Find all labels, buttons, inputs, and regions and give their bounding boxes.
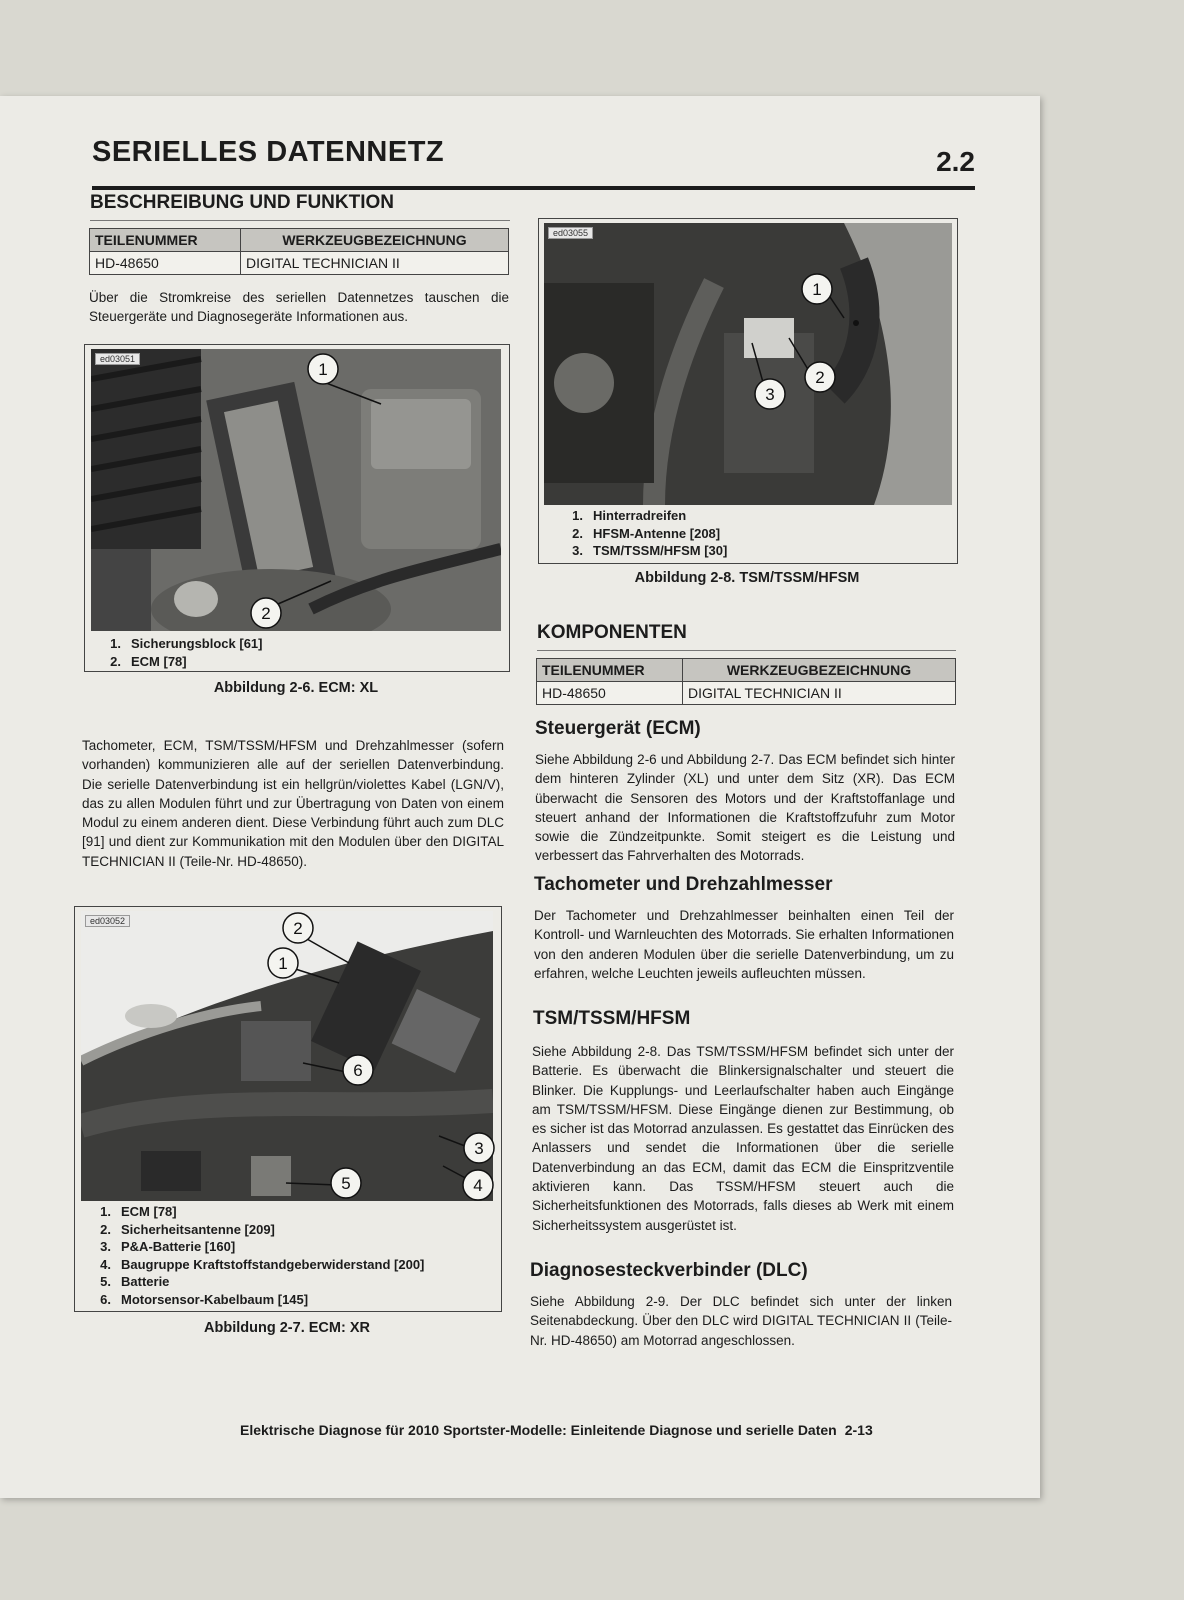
legend-item: 4. Baugruppe Kraftstoffstandgeberwiderstand [200] xyxy=(100,1256,425,1272)
callout-1 xyxy=(268,948,298,978)
legend-item: 2. ECM [78] xyxy=(110,653,187,669)
page-number: 2-13 xyxy=(844,1422,873,1438)
heading-ecm: Steuergerät (ECM) xyxy=(535,718,701,739)
page-title: SERIELLES DATENNETZ xyxy=(92,136,445,168)
callout-1 xyxy=(802,274,832,304)
tsm-paragraph: Siehe Abbildung 2-8. Das TSM/TSSM/HFSM befindet sich unter der Batterie. Es überwacht die Blinkersignalschalter und steuert die Blinker. Die Kupplungs- und Leerlaufschalter haben auch Eingänge am TSM/TSSM/HFSM. Diese Eingänge dienen zur Bestimmung, ob es sicher ist das Motorrad anzulassen. Es gestattet das Einrücken des Anlassers und sendet die Informationen über die serielle Datenverbindung an das ECM, damit das ECM die Einspritzventile aktivieren kann. Das TSSM/HFSM steuert auch die Sicherheitsfunktionen des Motorrads, falls dieses ab Werk mit einem Sicherheitssystem ausgerüstet ist. xyxy=(532,1044,954,1233)
serial-data-paragraph: Tachometer, ECM, TSM/TSSM/HFSM und Drehzahlmesser (sofern vorhanden) kommunizieren alle auf der seriellen Datenverbindung. Die serielle Datenverbindung ist ein hellgrün/violettes Kabel (LGN/V), das zu allen Modulen führt und zur Übertragung von Daten von einem Modul zu einem anderen dient. Diese Verbindung führt auch zum DLC [91] und dient zur Kommunikation mit den Modulen über den DIGITAL TECHNICIAN II (Teile-Nr. HD-48650). xyxy=(82,738,504,869)
legend-item: 2. Sicherheitsantenne [209] xyxy=(100,1221,275,1237)
tool-table-2 xyxy=(536,658,956,705)
figure-2-6 xyxy=(84,344,510,672)
figure-legend xyxy=(93,635,262,670)
manual-page xyxy=(0,96,1040,1498)
figure-caption: Abbildung 2-8. TSM/TSSM/HFSM xyxy=(634,570,860,586)
svg-text:3: 3 xyxy=(474,1139,484,1158)
heading-rule xyxy=(90,220,510,221)
ecm-paragraph: Siehe Abbildung 2-6 und Abbildung 2-7. Das ECM befindet sich hinter dem hinteren Zylinder (XL) und unter dem Sitz (XR). Das ECM überwacht die Sensoren des Motors und der Kraftstoffanlage und steuert anhand der Informationen die Kraftstoffzufuhr zum Motor sowie die Zündzeitpunkte. Somit steigert es die Leistung und verbessert das Fahrverhalten des Motorrads. xyxy=(535,752,955,864)
heading-tsm: TSM/TSSM/HFSM xyxy=(533,1008,691,1029)
figure-caption: Abbildung 2-7. ECM: XR xyxy=(204,1320,370,1336)
legend-item: 1. Hinterradreifen xyxy=(572,508,687,524)
table-cell-tool: DIGITAL TECHNICIAN II xyxy=(241,252,509,275)
page-footer xyxy=(240,1422,873,1438)
heading-rule xyxy=(537,650,956,651)
legend-item: 6. Motorsensor-Kabelbaum [145] xyxy=(100,1291,309,1307)
svg-text:4: 4 xyxy=(473,1176,483,1195)
figure-id: ed03055 xyxy=(548,227,593,239)
figure-id: ed03052 xyxy=(85,915,130,927)
legend-item: 3. P&A-Batterie [160] xyxy=(100,1239,236,1255)
callout-3 xyxy=(464,1133,494,1163)
callout-4 xyxy=(463,1170,493,1200)
svg-text:3: 3 xyxy=(765,385,775,404)
legend-item: 1. Sicherungsblock [61] xyxy=(110,636,263,652)
svg-text:1: 1 xyxy=(278,954,288,973)
tool-table-1 xyxy=(89,228,509,275)
heading-tachometer: Tachometer und Drehzahlmesser xyxy=(534,874,833,895)
svg-text:1: 1 xyxy=(812,280,822,299)
table-header-tool: WERKZEUGBEZEICHNUNG xyxy=(241,229,509,252)
figure-2-7 xyxy=(74,906,502,1312)
callout-2 xyxy=(251,598,281,628)
figure-id: ed03051 xyxy=(95,353,140,365)
section-number: 2.2 xyxy=(936,146,975,177)
section-heading-komponenten: KOMPONENTEN xyxy=(537,622,687,643)
callout-1 xyxy=(308,354,338,384)
figure-caption: Abbildung 2-6. ECM: XL xyxy=(213,680,379,696)
table-cell-part: HD-48650 xyxy=(537,682,683,705)
callout-2 xyxy=(283,913,313,943)
table-header-tool: WERKZEUGBEZEICHNUNG xyxy=(683,659,956,682)
table-header-part: TEILENUMMER xyxy=(537,659,683,682)
figure-legend xyxy=(555,507,727,560)
intro-paragraph: Über die Stromkreise des seriellen Datennetzes tauschen die Steuergeräte und Diagnosegeräte Informationen aus. xyxy=(89,290,509,325)
figure-2-8 xyxy=(538,218,958,564)
svg-text:1: 1 xyxy=(318,360,328,379)
legend-item: 5. Batterie xyxy=(100,1274,170,1290)
legend-item: 3. TSM/TSSM/HFSM [30] xyxy=(572,543,728,559)
svg-text:5: 5 xyxy=(341,1174,351,1193)
svg-text:2: 2 xyxy=(815,368,825,387)
title-rule xyxy=(92,186,975,190)
heading-dlc: Diagnosesteckverbinder (DLC) xyxy=(530,1260,808,1281)
callout-layer xyxy=(85,345,509,671)
legend-item: 1. ECM [78] xyxy=(100,1204,177,1220)
legend-item: 2. HFSM-Antenne [208] xyxy=(572,525,721,541)
tachometer-paragraph: Der Tachometer und Drehzahlmesser beinhalten einen Teil der Kontroll- und Warnleuchten des Motorrads. Sie erhalten Informationen von den anderen Modulen über die serielle Datenverbindung, um zu erfahren, welche Leuchten jeweils aufleuchten müssen. xyxy=(534,908,954,981)
svg-text:2: 2 xyxy=(261,604,271,623)
dlc-paragraph: Siehe Abbildung 2-9. Der DLC befindet sich unter der linken Seitenabdeckung. Über den DLC wird DIGITAL TECHNICIAN II (Teile-Nr. HD-48650) am Motorrad angeschlossen. xyxy=(530,1294,952,1348)
footer-text: Elektrische Diagnose für 2010 Sportster-Modelle: Einleitende Diagnose und serielle Daten xyxy=(240,1422,837,1438)
callout-5 xyxy=(331,1168,361,1198)
callout-6 xyxy=(343,1055,373,1085)
table-header-part: TEILENUMMER xyxy=(90,229,241,252)
table-cell-tool: DIGITAL TECHNICIAN II xyxy=(683,682,956,705)
table-cell-part: HD-48650 xyxy=(90,252,241,275)
figure-legend xyxy=(83,1203,424,1308)
callout-3 xyxy=(755,379,785,409)
section-heading-beschreibung: BESCHREIBUNG UND FUNKTION xyxy=(90,192,394,213)
callout-2 xyxy=(805,362,835,392)
svg-text:6: 6 xyxy=(353,1061,363,1080)
svg-text:2: 2 xyxy=(293,919,303,938)
